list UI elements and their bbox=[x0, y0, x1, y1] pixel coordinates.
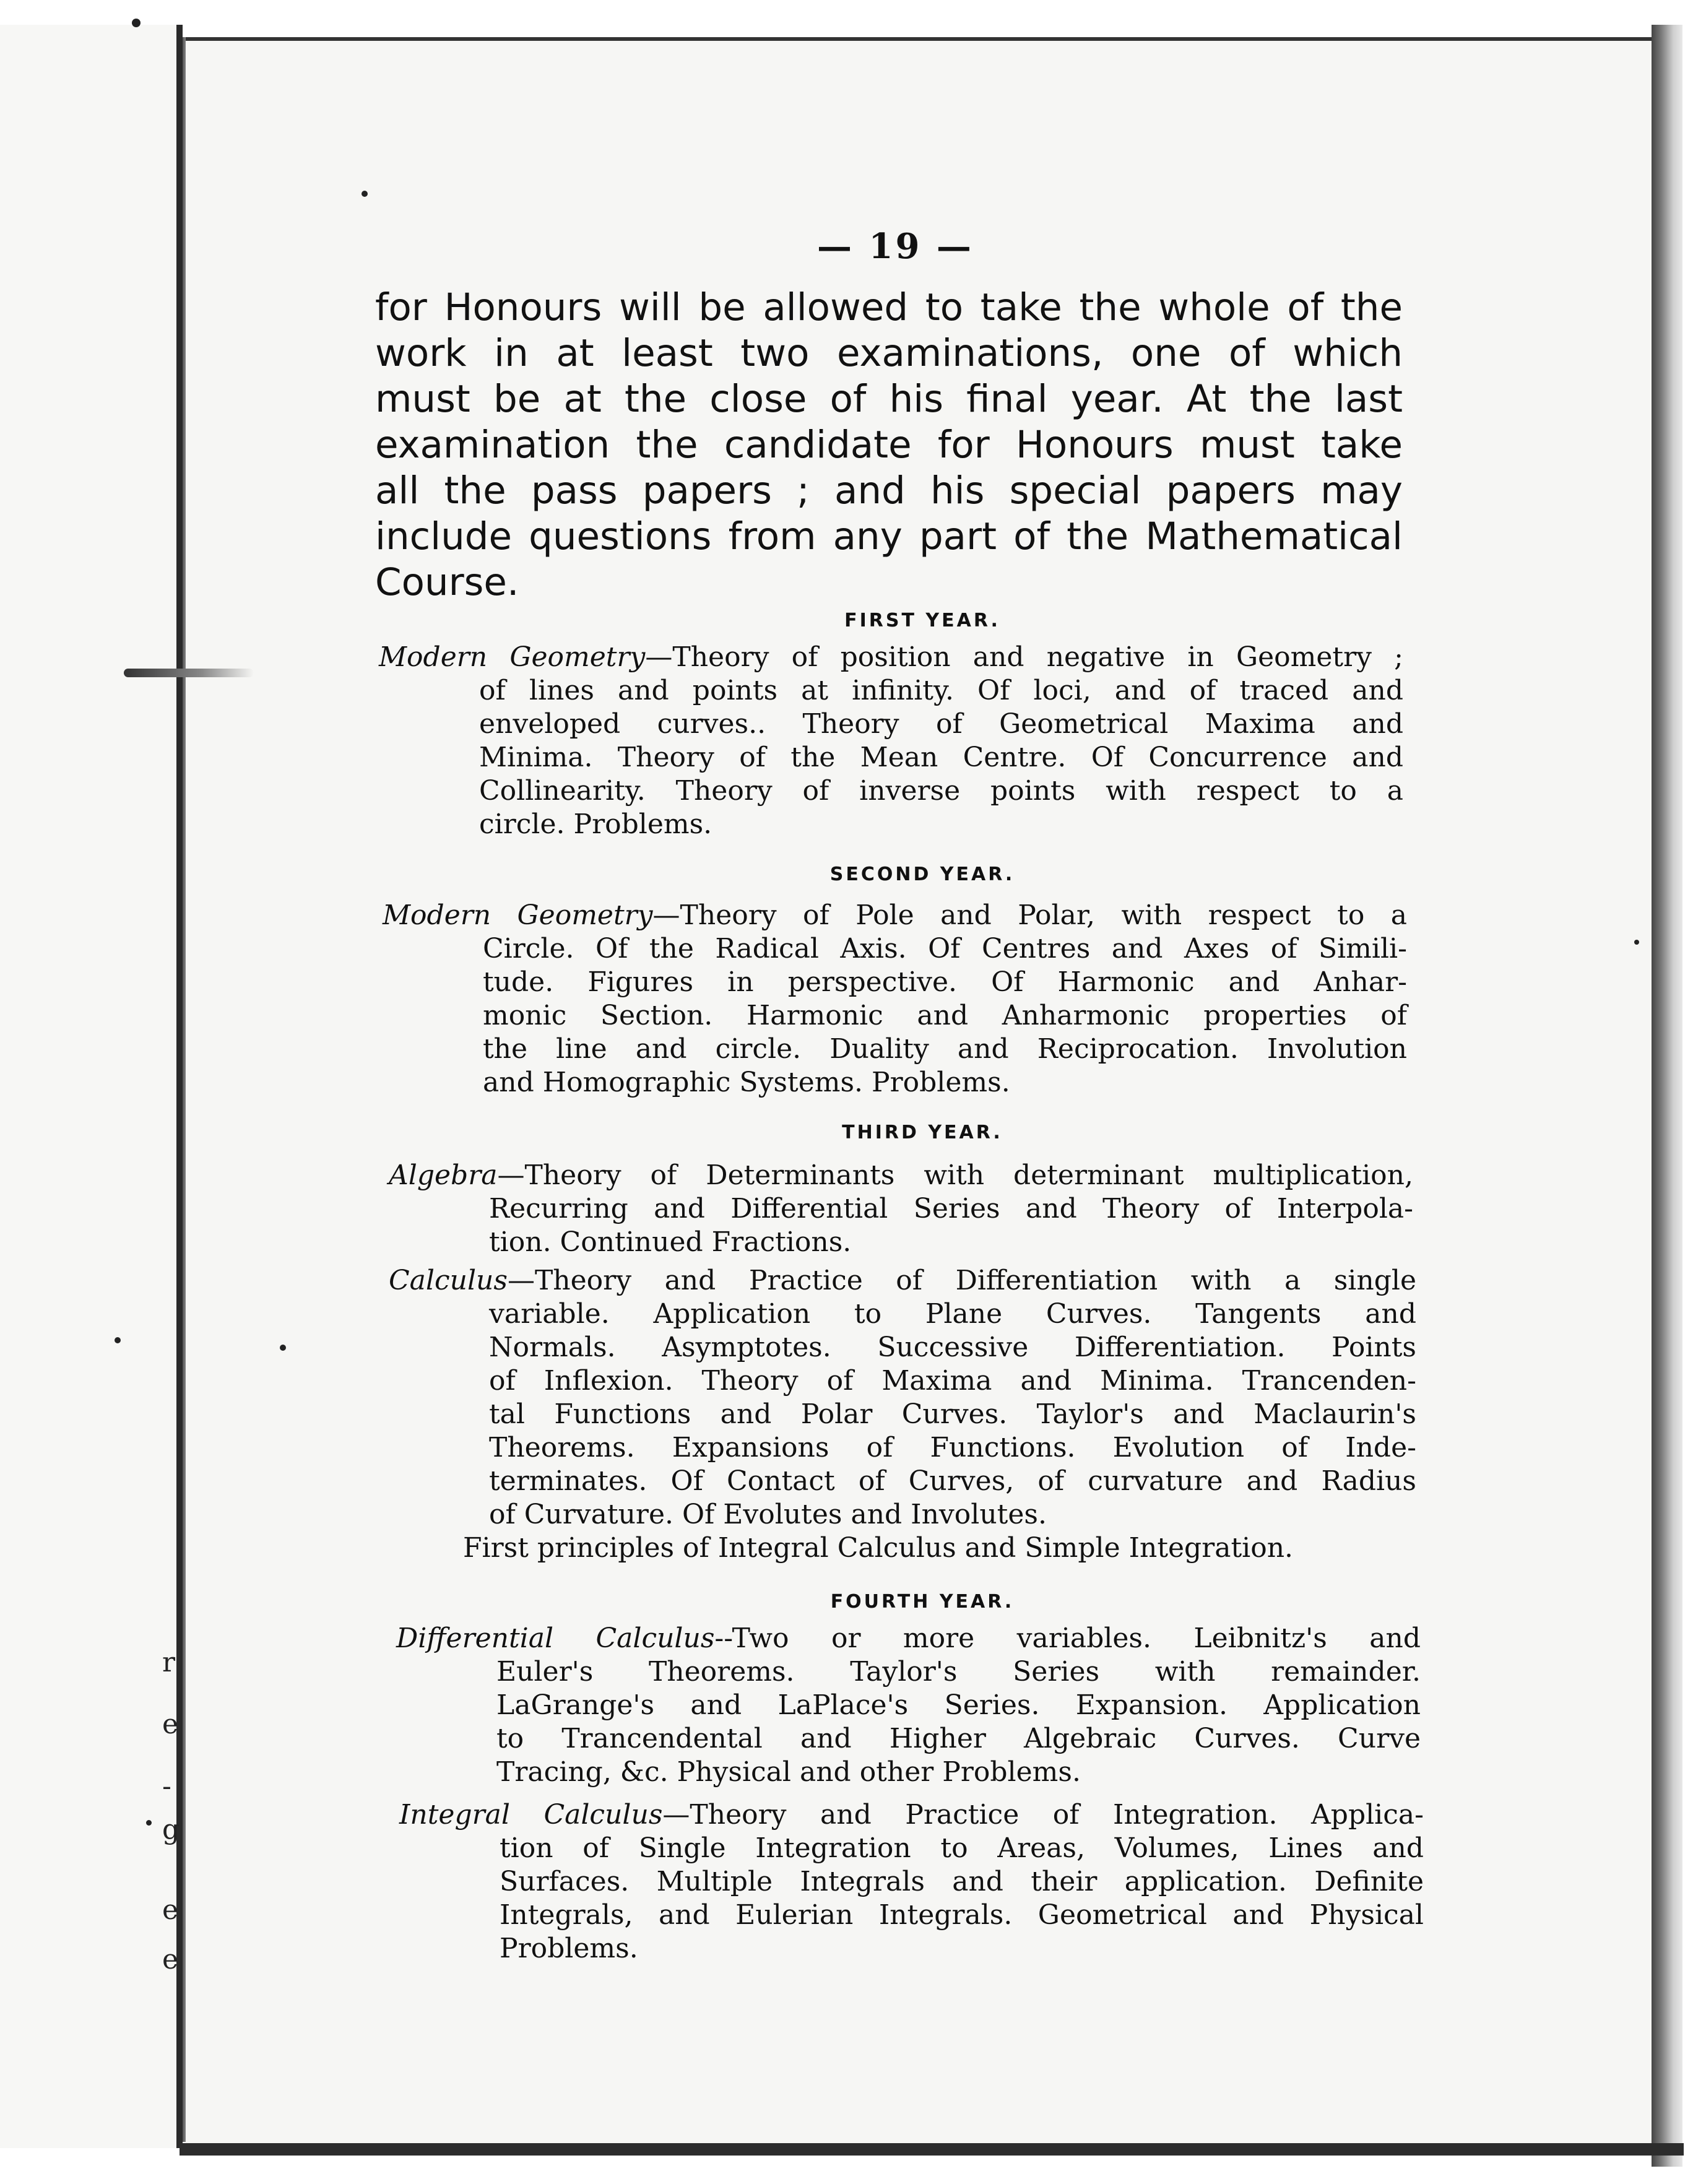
intro-line: Course. bbox=[375, 560, 519, 604]
left-page-letter: r bbox=[162, 1647, 176, 1678]
left-page-letter: - bbox=[162, 1770, 171, 1802]
entry-line: tion. Continued Fractions. bbox=[489, 1226, 852, 1258]
subject-title: Modern Geometry bbox=[379, 641, 646, 673]
ink-speck bbox=[280, 1345, 286, 1351]
ink-speck bbox=[115, 1337, 121, 1343]
entry-line: Integrals, and Eulerian Integrals. Geometrical and Physical bbox=[500, 1899, 1424, 1931]
syllabus-entry bbox=[389, 1159, 1413, 1259]
ink-speck bbox=[1634, 940, 1639, 945]
entry-line: Tracing, &c. Physical and other Problems. bbox=[496, 1756, 1081, 1788]
entry-line: Minima. Theory of the Mean Centre. Of Concurrence and bbox=[479, 742, 1403, 773]
syllabus-entry bbox=[396, 1622, 1421, 1789]
year-heading: SECOND YEAR. bbox=[829, 864, 1015, 885]
left-page-letter: e bbox=[162, 1709, 179, 1740]
entry-line: Theorems. Expansions of Functions. Evolution of Inde- bbox=[489, 1432, 1416, 1463]
left-page-letter: e bbox=[162, 1894, 179, 1926]
entry-line: to Trancendental and Higher Algebraic Curves. Curve bbox=[496, 1723, 1421, 1754]
intro-paragraph bbox=[375, 285, 1403, 605]
intro-line: all the pass papers ; and his special papers may bbox=[375, 469, 1403, 513]
entry-line: tude. Figures in perspective. Of Harmonic and Anhar- bbox=[483, 966, 1407, 998]
syllabus-entry bbox=[389, 1264, 1416, 1565]
entry-text: —Theory of Pole and Polar, with respect to a bbox=[652, 899, 1407, 931]
syllabus-entry bbox=[379, 641, 1403, 841]
entry-line: Euler's Theorems. Taylor's Series with remainder. bbox=[496, 1656, 1421, 1688]
entry-line: of lines and points at infinity. Of loci, and of traced and bbox=[479, 675, 1403, 706]
entry-line: Problems. bbox=[500, 1933, 638, 1964]
entry-line: the line and circle. Duality and Reciprocation. Involution bbox=[483, 1033, 1407, 1065]
entry-line: Circle. Of the Radical Axis. Of Centres and Axes of Simili- bbox=[483, 933, 1407, 964]
page-number: — 19 — bbox=[817, 226, 974, 267]
syllabus-entry bbox=[383, 899, 1407, 1099]
entry-followup: First principles of Integral Calculus and Simple Integration. bbox=[463, 1532, 1294, 1564]
left-page-edge bbox=[0, 25, 183, 2148]
left-page-letter: e bbox=[162, 1944, 179, 1975]
entry-line: Recurring and Differential Series and Theory of Interpola- bbox=[489, 1193, 1413, 1224]
entry-line: of Curvature. Of Evolutes and Involutes. bbox=[489, 1499, 1047, 1530]
subject-title: Modern Geometry bbox=[383, 899, 653, 931]
intro-line: work in at least two examinations, one of which bbox=[375, 331, 1403, 375]
margin-smudge bbox=[124, 669, 254, 677]
entry-line: and Homographic Systems. Problems. bbox=[483, 1067, 1010, 1098]
entry-text: --Two or more variables. Leibnitz's and bbox=[714, 1623, 1421, 1654]
entry-text: —Theory and Practice of Differentiation with a single bbox=[507, 1265, 1416, 1296]
syllabus-entry bbox=[399, 1798, 1424, 1965]
entry-line: tal Functions and Polar Curves. Taylor's and Maclaurin's bbox=[489, 1398, 1416, 1430]
intro-line: examination the candidate for Honours must take bbox=[375, 423, 1403, 467]
year-heading: FOURTH YEAR. bbox=[830, 1591, 1015, 1613]
entry-line: variable. Application to Plane Curves. Tangents and bbox=[489, 1298, 1416, 1330]
bottom-edge bbox=[180, 2143, 1684, 2156]
year-heading: THIRD YEAR. bbox=[842, 1122, 1003, 1143]
intro-line: for Honours will be allowed to take the whole of the bbox=[375, 285, 1403, 329]
year-heading: FIRST YEAR. bbox=[844, 610, 1000, 631]
entry-line: Normals. Asymptotes. Successive Differentiation. Points bbox=[489, 1332, 1416, 1363]
entry-text: —Theory and Practice of Integration. Applica- bbox=[662, 1799, 1424, 1831]
entry-line: LaGrange's and LaPlace's Series. Expansion. Application bbox=[496, 1689, 1421, 1721]
intro-line: must be at the close of his final year. At the last bbox=[375, 377, 1403, 421]
entry-line: monic Section. Harmonic and Anharmonic properties of bbox=[483, 1000, 1407, 1031]
entry-line: terminates. Of Contact of Curves, of curvature and Radius bbox=[489, 1465, 1416, 1497]
entry-line: tion of Single Integration to Areas, Volumes, Lines and bbox=[500, 1832, 1424, 1864]
entry-text: —Theory of Determinants with determinant multiplication, bbox=[497, 1159, 1413, 1191]
left-page-letter: g bbox=[162, 1814, 180, 1845]
entry-line: Surfaces. Multiple Integrals and their application. Definite bbox=[500, 1866, 1424, 1897]
entry-line: of Inflexion. Theory of Maxima and Minima. Trancenden- bbox=[489, 1365, 1416, 1397]
ink-speck bbox=[146, 1820, 152, 1826]
intro-line: include questions from any part of the Mathematical bbox=[375, 514, 1403, 558]
entry-line: circle. Problems. bbox=[479, 808, 712, 840]
entry-line: enveloped curves.. Theory of Geometrical Maxima and bbox=[479, 708, 1403, 740]
entry-text: —Theory of position and negative in Geometry ; bbox=[645, 641, 1403, 673]
subject-title: Calculus bbox=[389, 1265, 508, 1296]
right-page-edge bbox=[1652, 25, 1682, 2167]
subject-title: Differential Calculus bbox=[396, 1623, 715, 1654]
subject-title: Integral Calculus bbox=[399, 1799, 663, 1831]
entry-line: Collinearity. Theory of inverse points with respect to a bbox=[479, 775, 1403, 807]
ink-speck bbox=[362, 191, 368, 197]
ink-speck bbox=[132, 19, 141, 27]
subject-title: Algebra bbox=[389, 1159, 498, 1191]
